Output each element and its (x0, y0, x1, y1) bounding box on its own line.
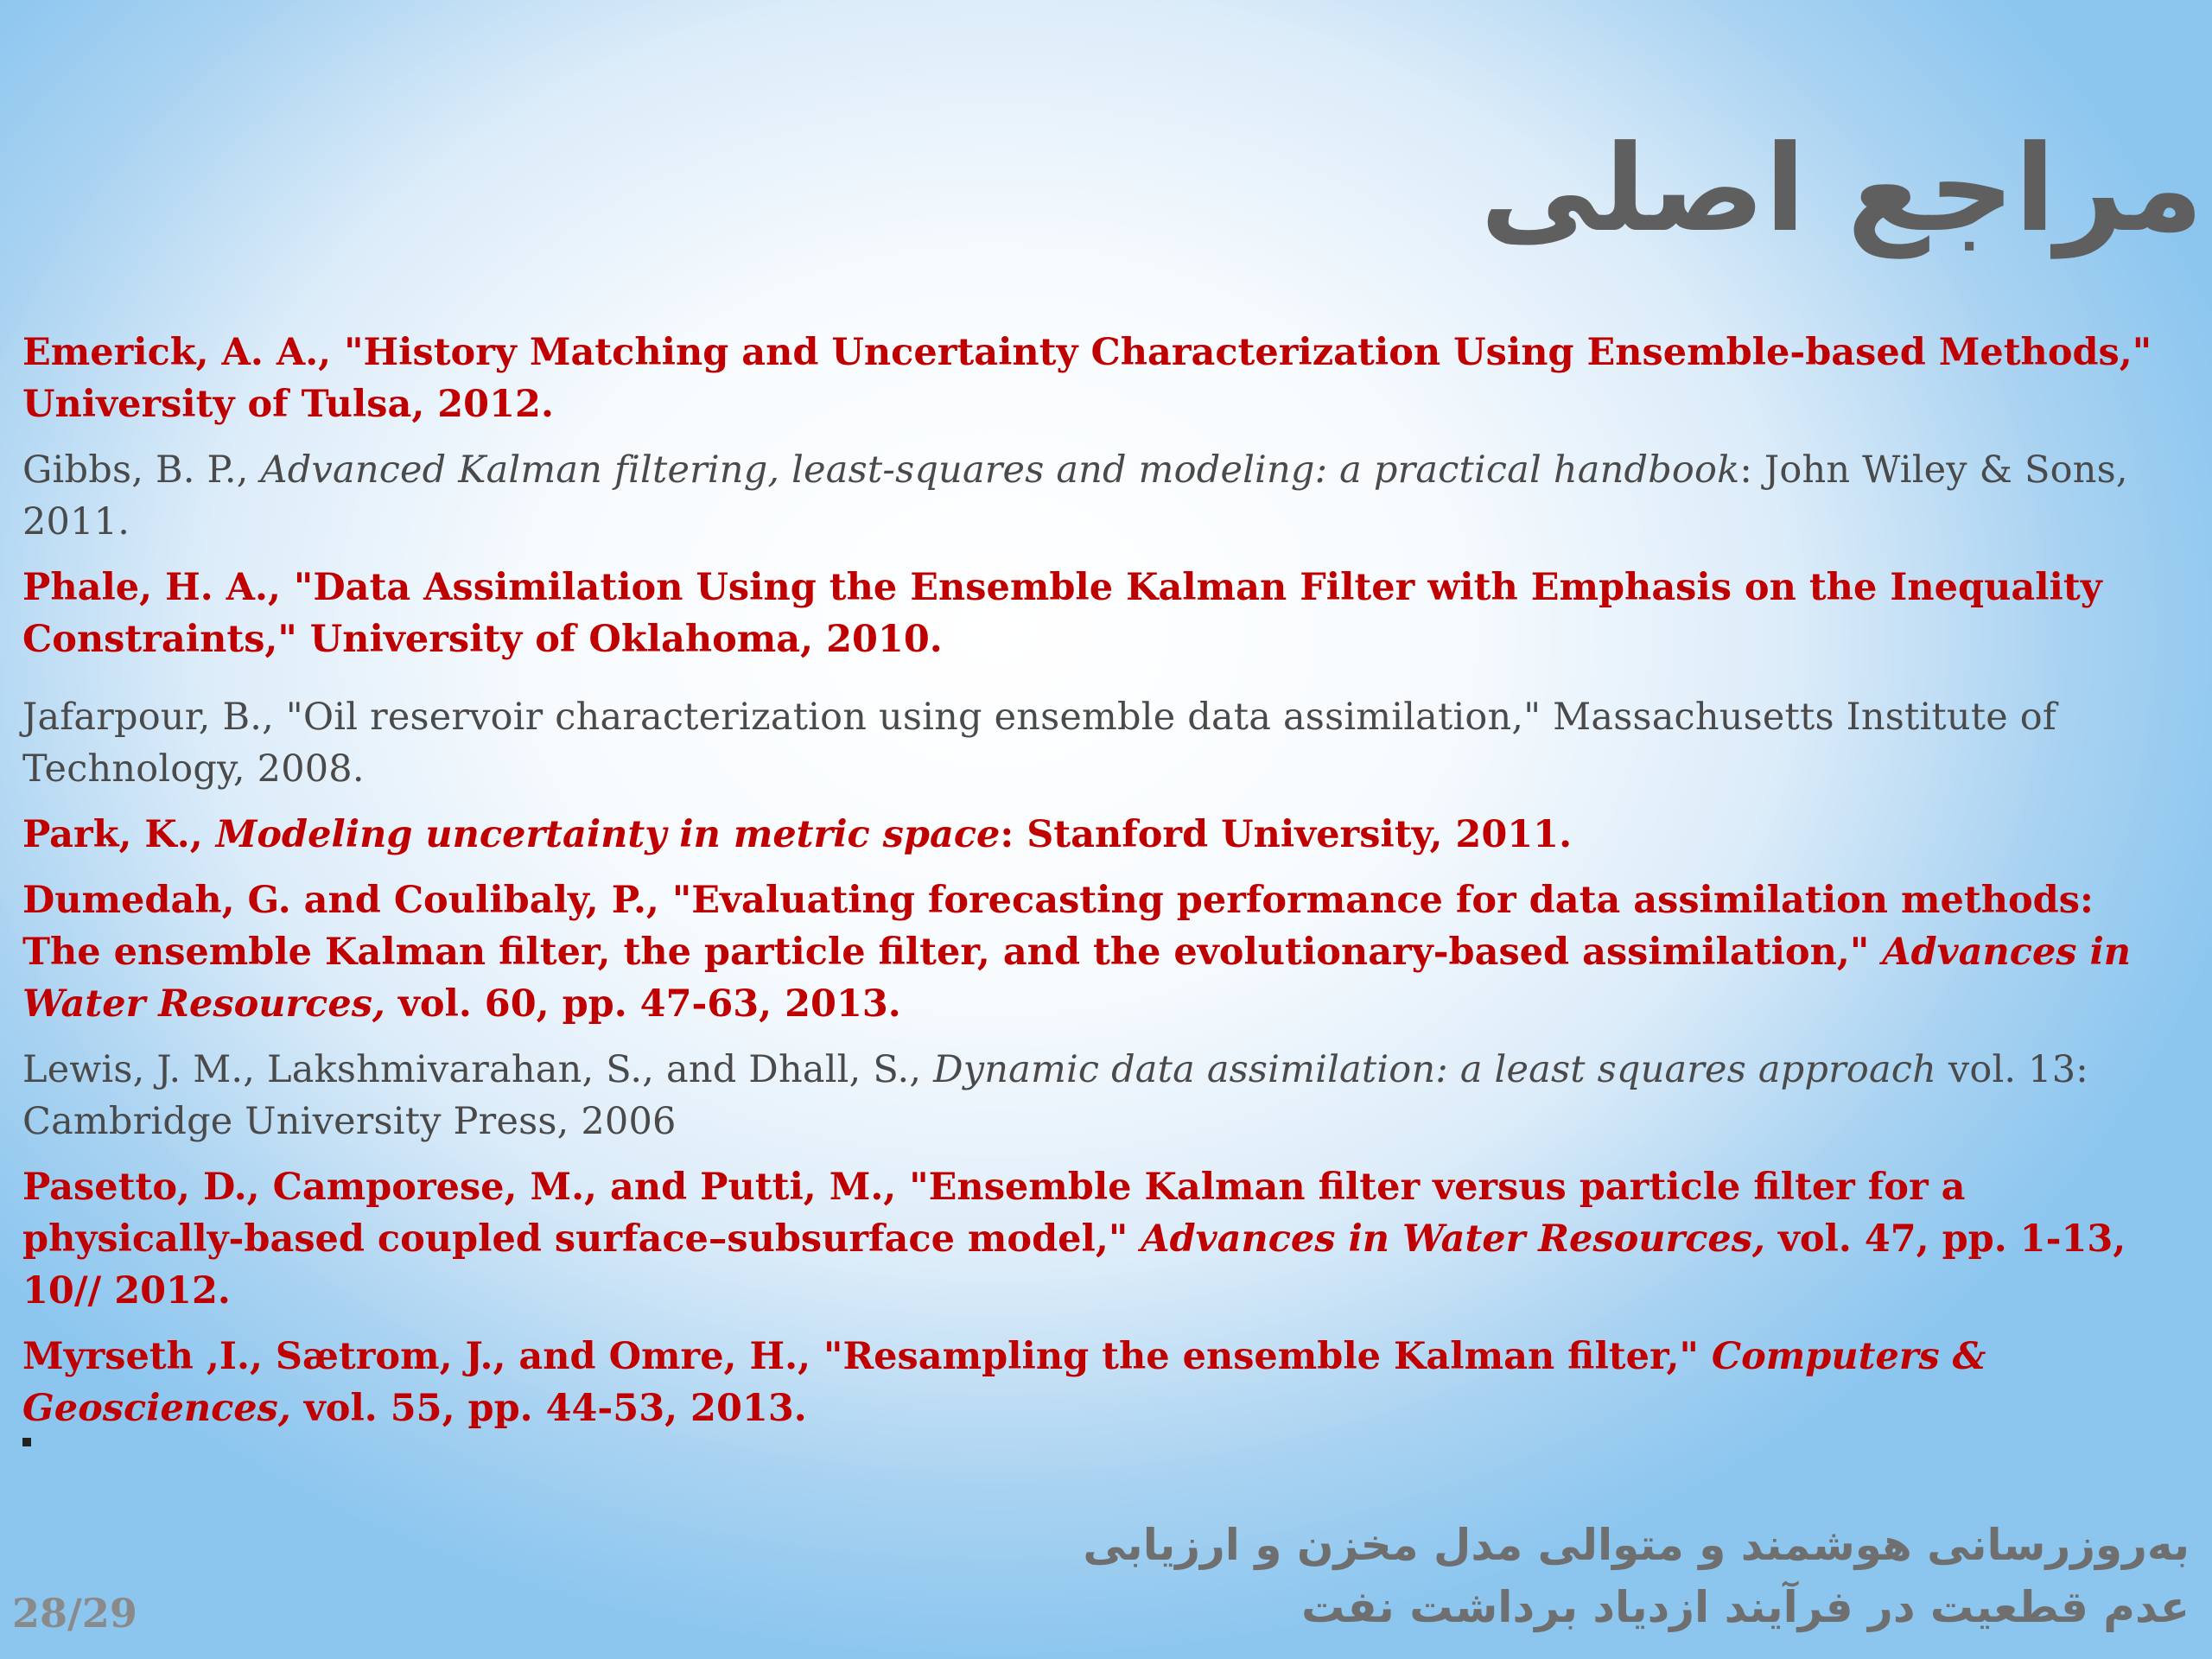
reference-text: Jafarpour, B., "Oil reservoir characterization using ensemble data assimilation," Massachusetts Institute of Technology, 2008. (22, 696, 2056, 791)
reference-text: Pasetto, D., Camporese, M., and Putti, M., "Ensemble Kalman filter versus particle filter for a physically-based coupled surface–subsurface model," (22, 1166, 1966, 1261)
reference-text: Myrseth ,I., Sætrom, J., and Omre, H., "Resampling the ensemble Kalman filter," (22, 1335, 1712, 1378)
reference-text: : Stanford University, 2011. (1000, 813, 1573, 856)
reference-text: Dumedah, G. and Coulibaly, P., "Evaluating forecasting performance for data assimilation methods: The ensemble Kalman filter, the particle filter, and the evolutionary-based assimilation," (22, 879, 2094, 974)
reference-text: vol. 47, pp. 1-13, 10// 2012. (22, 1217, 2126, 1313)
footer-project-title (1083, 1514, 2190, 1638)
reference-text: Phale, H. A., "Data Assimilation Using the Ensemble Kalman Filter with Emphasis on the Inequality Constraints," University of Oklahoma, 2010. (22, 566, 2102, 661)
reference-item-lewis (22, 1044, 2183, 1147)
reference-item-gibbs (22, 444, 2183, 548)
reference-item-jafarpour (22, 691, 2183, 795)
footer-line-2: عدم قطعیت در فرآیند ازدیاد برداشت نفت (1301, 1582, 2190, 1632)
reference-title-italic: Dynamic data assimilation: a least squares approach (933, 1048, 1936, 1091)
reference-item-park (22, 809, 2183, 861)
reference-item-phale (22, 562, 2183, 665)
reference-text: Lewis, J. M., Lakshmivarahan, S., and Dhall, S., (22, 1048, 934, 1091)
reference-text: Emerick, A. A., "History Matching and Uncertainty Characterization Using Ensemble-based Methods," University of Tulsa, 2012. (22, 331, 2152, 426)
reference-item-dumedah (22, 874, 2183, 1030)
reference-text: vol. 13: Cambridge University Press, 2006 (22, 1048, 2088, 1143)
reference-title-italic: Modeling uncertainty in metric space (215, 813, 1001, 856)
reference-title-italic: Advanced Kalman filtering, least-squares and modeling: a practical handbook (260, 448, 1740, 492)
bullet-dot (22, 1438, 31, 1446)
reference-journal-italic: Computers & Geosciences, (22, 1335, 1986, 1430)
slide-title: مراجع اصلی (1480, 119, 2203, 258)
reference-text: Park, K., (22, 813, 216, 856)
reference-text: vol. 60, pp. 47-63, 2013. (385, 982, 901, 1026)
reference-item-pasetto (22, 1161, 2183, 1317)
reference-item-emerick (22, 327, 2183, 430)
reference-journal-italic: Advances in Water Resources, (1141, 1217, 1765, 1261)
footer-line-1: به‌روزرسانی هوشمند و متوالی مدل مخزن و ارزیابی (1083, 1520, 2190, 1570)
page-number: 28/29 (12, 1590, 137, 1637)
reference-item-myrseth (22, 1331, 2183, 1434)
reference-text: vol. 55, pp. 44-53, 2013. (290, 1387, 807, 1430)
reference-text: Gibbs, B. P., (22, 448, 261, 492)
reference-text: : John Wiley & Sons, 2011. (22, 448, 2128, 543)
reference-list (22, 327, 2183, 1448)
reference-journal-italic: Advances in Water Resources, (22, 931, 2132, 1026)
